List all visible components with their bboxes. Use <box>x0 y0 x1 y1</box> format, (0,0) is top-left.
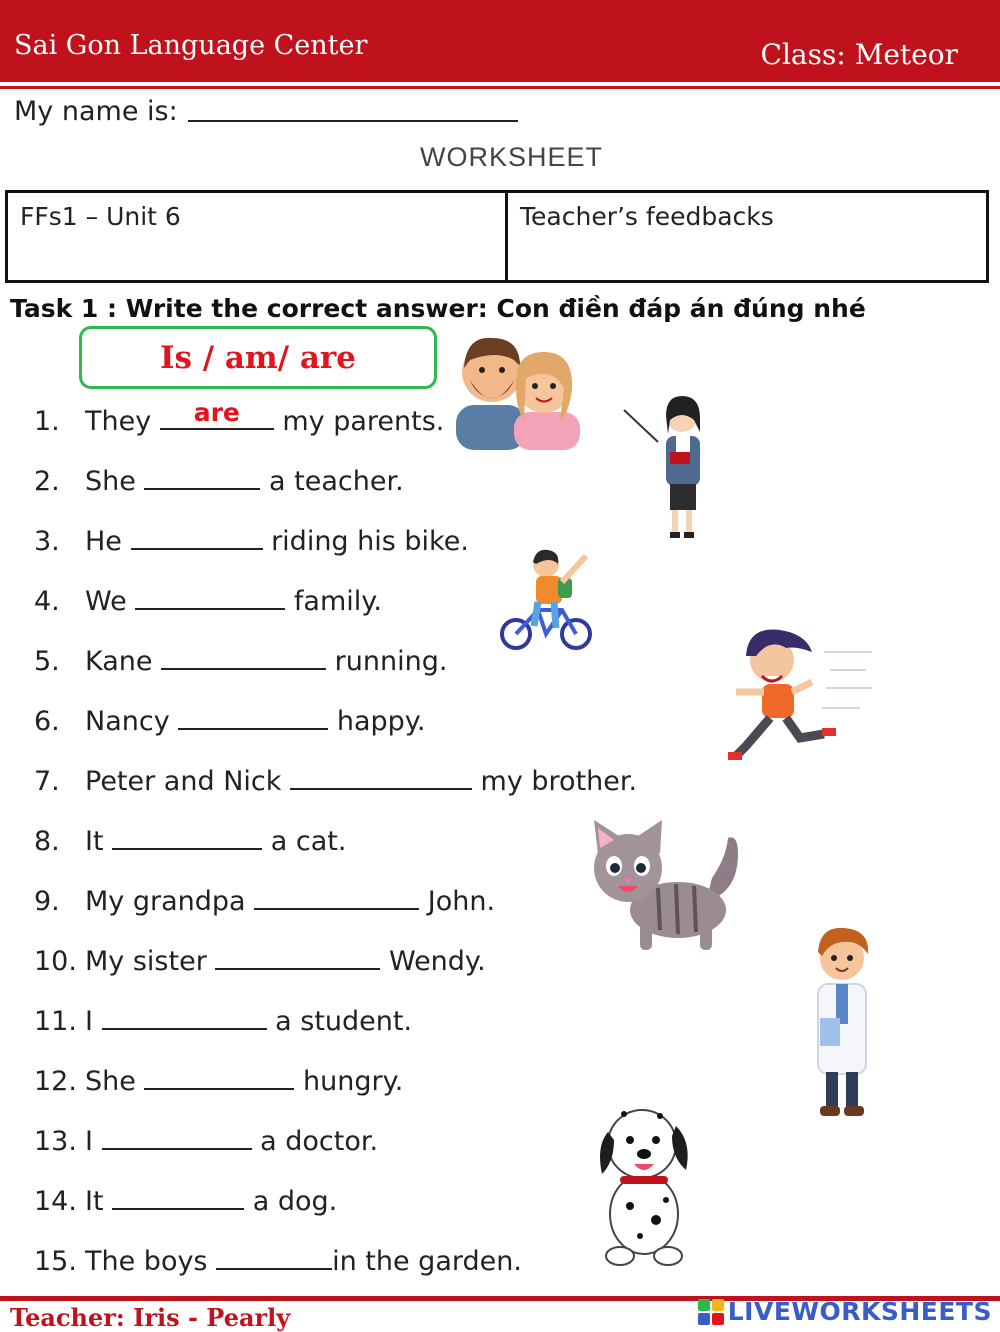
question-13 <box>34 1124 378 1157</box>
name-input-line[interactable] <box>188 120 518 122</box>
question-12 <box>34 1064 403 1097</box>
question-number: 15. <box>34 1246 77 1277</box>
question-text-after: family. <box>285 586 382 617</box>
question-text-before: She <box>85 466 145 497</box>
answer-blank[interactable] <box>160 398 274 430</box>
question-number: 12. <box>34 1066 77 1097</box>
question-text-after: a dog. <box>244 1186 338 1217</box>
question-text-before: It <box>85 826 113 857</box>
question-number: 4. <box>34 586 60 617</box>
name-label: My name is: <box>14 96 178 127</box>
question-text-after: a cat. <box>262 826 347 857</box>
question-9 <box>34 884 495 917</box>
question-text-after: Wendy. <box>380 946 486 977</box>
feedback-cell: Teacher’s feedbacks <box>520 202 774 231</box>
teacher-illustration <box>620 390 710 540</box>
question-1 <box>34 398 445 437</box>
answer-blank[interactable] <box>161 644 326 670</box>
question-number: 1. <box>34 406 60 437</box>
question-text-after: hungry. <box>294 1066 404 1097</box>
question-7 <box>34 764 637 797</box>
running-boy-illustration <box>726 622 874 762</box>
question-15 <box>34 1244 522 1277</box>
word-bank: Is / am/ are <box>79 326 437 389</box>
question-text-before: Kane <box>85 646 162 677</box>
question-text-after: in the garden. <box>332 1246 522 1277</box>
question-text-before: Peter and Nick <box>85 766 290 797</box>
question-text-before: I <box>85 1006 102 1037</box>
question-3 <box>34 524 469 557</box>
question-text-after: John. <box>419 886 496 917</box>
answer-blank[interactable] <box>112 1184 244 1210</box>
question-6 <box>34 704 426 737</box>
boy-on-bike-illustration <box>498 546 594 654</box>
question-number: 5. <box>34 646 60 677</box>
info-table <box>5 190 989 283</box>
question-text-before: The boys <box>85 1246 217 1277</box>
answer-blank[interactable] <box>178 704 328 730</box>
question-number: 11. <box>34 1006 77 1037</box>
question-number: 3. <box>34 526 60 557</box>
question-text-after: happy. <box>328 706 426 737</box>
logo-text: LIVEWORKSHEETS <box>727 1297 992 1326</box>
parents-illustration <box>456 330 580 450</box>
question-number: 13. <box>34 1126 77 1157</box>
class-label: Class: Meteor <box>760 38 958 71</box>
question-10 <box>34 944 486 977</box>
question-text-before: They <box>85 406 160 437</box>
question-number: 10. <box>34 946 77 977</box>
question-text-before: It <box>85 1186 113 1217</box>
doctor-illustration <box>806 922 878 1118</box>
answer-text: are <box>193 398 240 427</box>
teacher-credit: Teacher: Iris - Pearly <box>10 1303 291 1332</box>
question-text-before: He <box>85 526 131 557</box>
task-title: Task 1 : Write the correct answer: Con điền đáp án đúng nhé <box>10 294 866 323</box>
answer-blank[interactable] <box>102 1124 252 1150</box>
question-text-after: my brother. <box>471 766 638 797</box>
question-number: 8. <box>34 826 60 857</box>
question-text-after: a doctor. <box>251 1126 379 1157</box>
question-14 <box>34 1184 337 1217</box>
answer-blank[interactable] <box>135 584 285 610</box>
question-text-before: She <box>85 1066 145 1097</box>
question-5 <box>34 644 447 677</box>
answer-blank[interactable] <box>216 1244 332 1270</box>
answer-blank[interactable] <box>254 884 419 910</box>
question-number: 9. <box>34 886 60 917</box>
answer-blank[interactable] <box>290 764 472 790</box>
answer-blank[interactable] <box>112 824 262 850</box>
header-bar <box>0 0 1000 86</box>
answer-blank[interactable] <box>144 1064 294 1090</box>
answer-blank[interactable] <box>144 464 260 490</box>
question-text-after: riding his bike. <box>262 526 469 557</box>
question-2 <box>34 464 404 497</box>
cat-illustration <box>588 818 750 954</box>
question-8 <box>34 824 346 857</box>
question-text-after: my parents. <box>273 406 445 437</box>
liveworksheets-logo[interactable] <box>698 1297 992 1326</box>
question-number: 2. <box>34 466 60 497</box>
question-4 <box>34 584 382 617</box>
answer-blank[interactable] <box>215 944 380 970</box>
question-text-before: My grandpa <box>85 886 255 917</box>
worksheet-title: WORKSHEET <box>420 142 604 172</box>
question-text-before: Nancy <box>85 706 179 737</box>
logo-grid-icon <box>698 1299 724 1325</box>
dalmatian-dog-illustration <box>582 1096 706 1268</box>
question-11 <box>34 1004 412 1037</box>
question-text-after: running. <box>326 646 448 677</box>
answer-blank[interactable] <box>131 524 263 550</box>
question-text-before: I <box>85 1126 102 1157</box>
unit-cell: FFs1 – Unit 6 <box>8 193 508 280</box>
question-text-after: a student. <box>266 1006 413 1037</box>
question-text-before: We <box>85 586 136 617</box>
question-number: 6. <box>34 706 60 737</box>
center-name: Sai Gon Language Center <box>14 30 368 61</box>
question-number: 14. <box>34 1186 77 1217</box>
question-text-before: My sister <box>85 946 216 977</box>
question-text-after: a teacher. <box>260 466 404 497</box>
question-number: 7. <box>34 766 60 797</box>
answer-blank[interactable] <box>102 1004 267 1030</box>
